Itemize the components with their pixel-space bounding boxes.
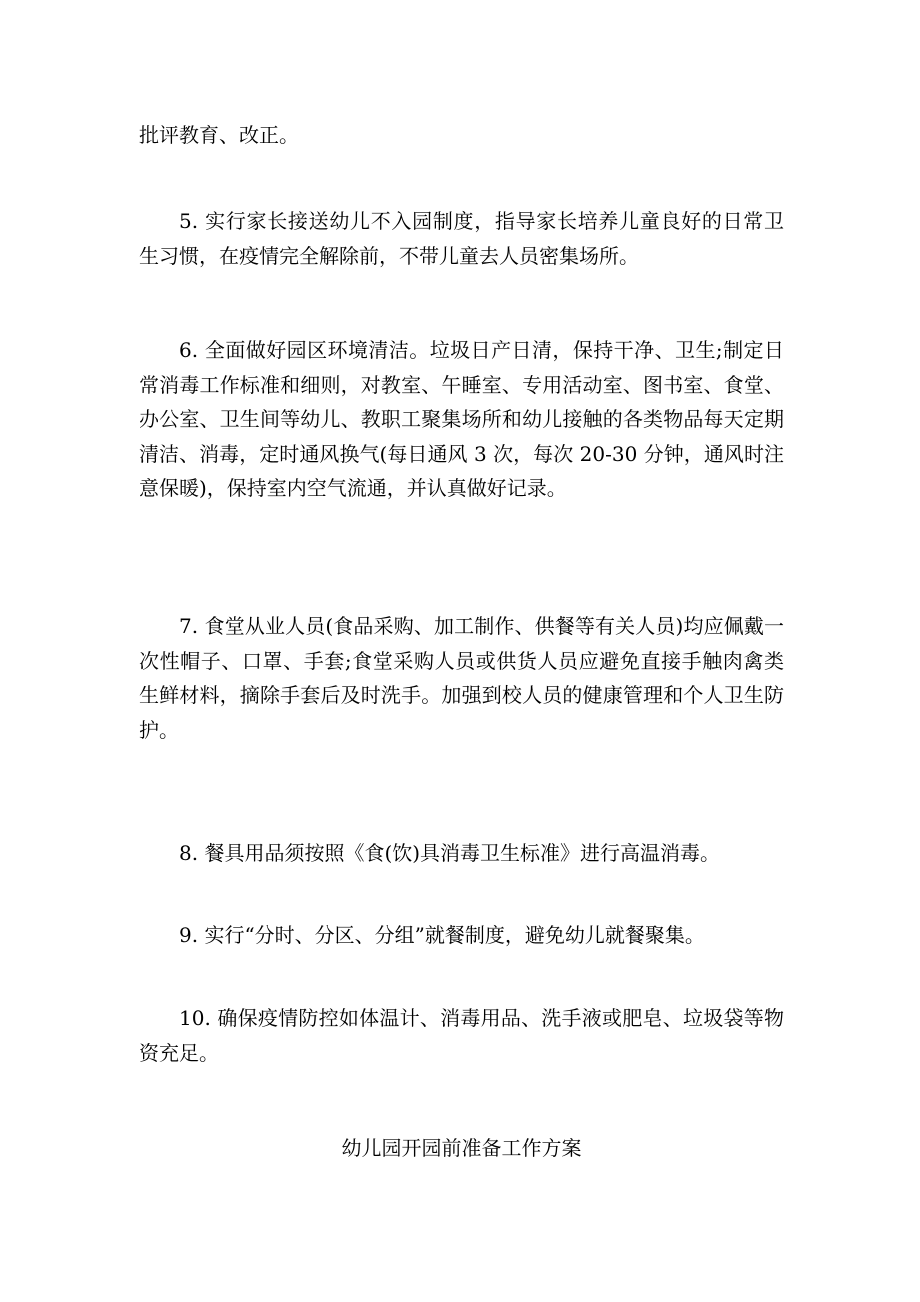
paragraph-item-8: 8. 餐具用品须按照《食(饮)具消毒卫生标准》进行高温消毒。 xyxy=(179,841,721,865)
section-title: 幼儿园开园前准备工作方案 xyxy=(341,1136,582,1160)
paragraph-item-10: 10. 确保疫情防控如体温计、消毒用品、洗手液或肥皂、垃圾袋等物资充足。 xyxy=(139,1006,784,1065)
paragraph-item-7: 7. 食堂从业人员(食品采购、加工制作、供餐等有关人员)均应佩戴一次性帽子、口罩、手套;食堂采购人员或供货人员应避免直接手触肉禽类生鲜材料，摘除手套后及时洗手。加强到校人员的健康管理和个人卫生防护。 xyxy=(139,614,784,742)
paragraph-item-6: 6. 全面做好园区环境清洁。垃圾日产日清，保持干净、卫生;制定日常消毒工作标准和细则，对教室、午睡室、专用活动室、图书室、食堂、办公室、卫生间等幼儿、教职工聚集场所和幼儿接触的各类物品每天定期清洁、消毒，定时通风换气(每日通风 3 次，每次 20-30 分钟，通风时注意保暖)，保持室内空气流通，并认真做好记录。 xyxy=(139,338,784,500)
paragraph-item-9: 9. 实行“分时、分区、分组”就餐制度，避免幼儿就餐聚集。 xyxy=(179,923,705,947)
paragraph-item-5: 5. 实行家长接送幼儿不入园制度，指导家长培养儿童良好的日常卫生习惯，在疫情完全解除前，不带儿童去人员密集场所。 xyxy=(139,209,784,268)
paragraph-continuation: 批评教育、改正。 xyxy=(139,123,299,147)
